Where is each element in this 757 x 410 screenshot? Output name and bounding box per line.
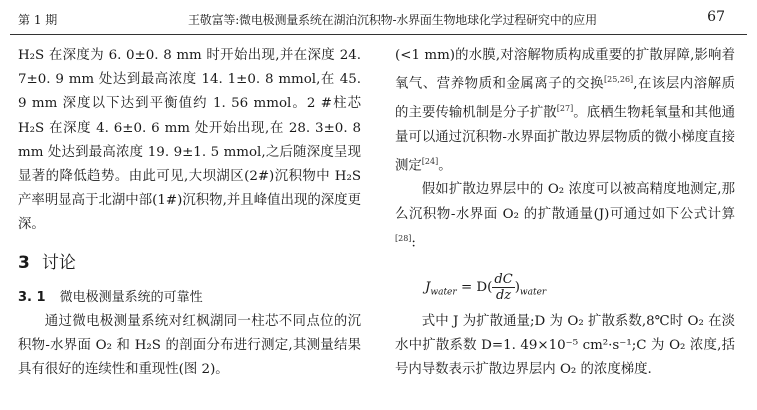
section-heading xyxy=(18,250,361,276)
citation: [24] xyxy=(421,156,439,166)
section-title: 讨论 xyxy=(41,252,76,273)
citation: [25,26] xyxy=(604,75,634,85)
formula-numerator: dC xyxy=(494,271,513,287)
running-title: 王敬富等:微电极测量系统在湖泊沉积物-水界面生物地球化学过程研究中的应用 xyxy=(188,13,597,27)
paragraph-diffusion-layer xyxy=(395,44,735,178)
text-run: 假如扩散边界层中的 O₂ 浓度可以被高精度地测定,那么沉积物-水界面 O₂ 的扩散通量(J)可通过如下公式计算 xyxy=(395,182,735,222)
formula-lhs: J xyxy=(425,279,431,295)
citation: [27] xyxy=(556,103,574,113)
formula-close: ) xyxy=(514,279,520,295)
formula-fraction xyxy=(492,272,514,303)
text-run: ,在该层内溶解质的主要传输机制是分子扩散 xyxy=(395,76,735,121)
text-run: 。底栖生物耗氧量和其他通量可以通过沉积物-水界面扩散边界层物质的微小梯度直接测定 xyxy=(395,105,736,174)
right-column xyxy=(395,44,735,382)
issue-label: 第 1 期 xyxy=(18,13,58,27)
flux-formula xyxy=(395,260,735,306)
paragraph-flux-intro xyxy=(395,178,735,255)
page-number: 67 xyxy=(707,9,725,25)
citation: [28] xyxy=(395,233,412,243)
formula-mid: = D( xyxy=(456,279,493,295)
formula-lhs-subscript: water xyxy=(430,287,457,298)
running-header xyxy=(10,0,747,35)
paragraph-formula-explanation: 式中 J 为扩散通量;D 为 O₂ 扩散系数,8℃时 O₂ 在淡水中扩散系数 D=1. 49×10⁻⁵ cm²·s⁻¹;C 为 O₂ 浓度,括号内导数表示扩散边界层内 O₂ 的浓度梯度. xyxy=(395,313,735,377)
formula-denominator: dz xyxy=(495,287,512,303)
text-run: : xyxy=(411,235,416,251)
paragraph-reliability: 通过微电极测量系统对红枫湖同一柱芯不同点位的沉积物-水界面 O₂ 和 H₂S 的剖面分布进行测定,其测量结果具有很好的连续性和重现性(图 2)。 xyxy=(18,313,361,378)
subsection-number: 3. 1 xyxy=(18,289,46,305)
subsection-title: 微电极测量系统的可靠性 xyxy=(59,289,203,305)
subsection-heading xyxy=(18,286,361,310)
section-number: 3 xyxy=(18,252,30,273)
paragraph-h2s-results: H₂S 在深度为 6. 0±0. 8 mm 时开始出现,并在深度 24. 7±0. 9 mm 处达到最高浓度 14. 1±0. 8 mmol,在 45. 9 mm 深度以下达到平衡值约 1. 56 mmol。2 #柱芯 H₂S 在深度 4. 6±0. 6 mm 处开始出现,在 28. 3±0. 8 mm 处达到最高浓度 19. 9±1. 5 mmol,之后随深度呈现显著的降低趋势。由此可见,大坝湖区(2#)沉积物中 H₂S 产率明显高于北湖中部(1#)沉积物,并且峰值出现的深度更深。 xyxy=(18,48,361,233)
formula-rhs-subscript: water xyxy=(519,287,547,298)
text-run: 。 xyxy=(438,158,452,174)
left-column xyxy=(18,44,361,382)
text-run: (<1 mm)的水膜,对溶解物质构成重要的扩散屏障,影响着氧气、营养物质和金属离子的交换 xyxy=(395,48,735,92)
